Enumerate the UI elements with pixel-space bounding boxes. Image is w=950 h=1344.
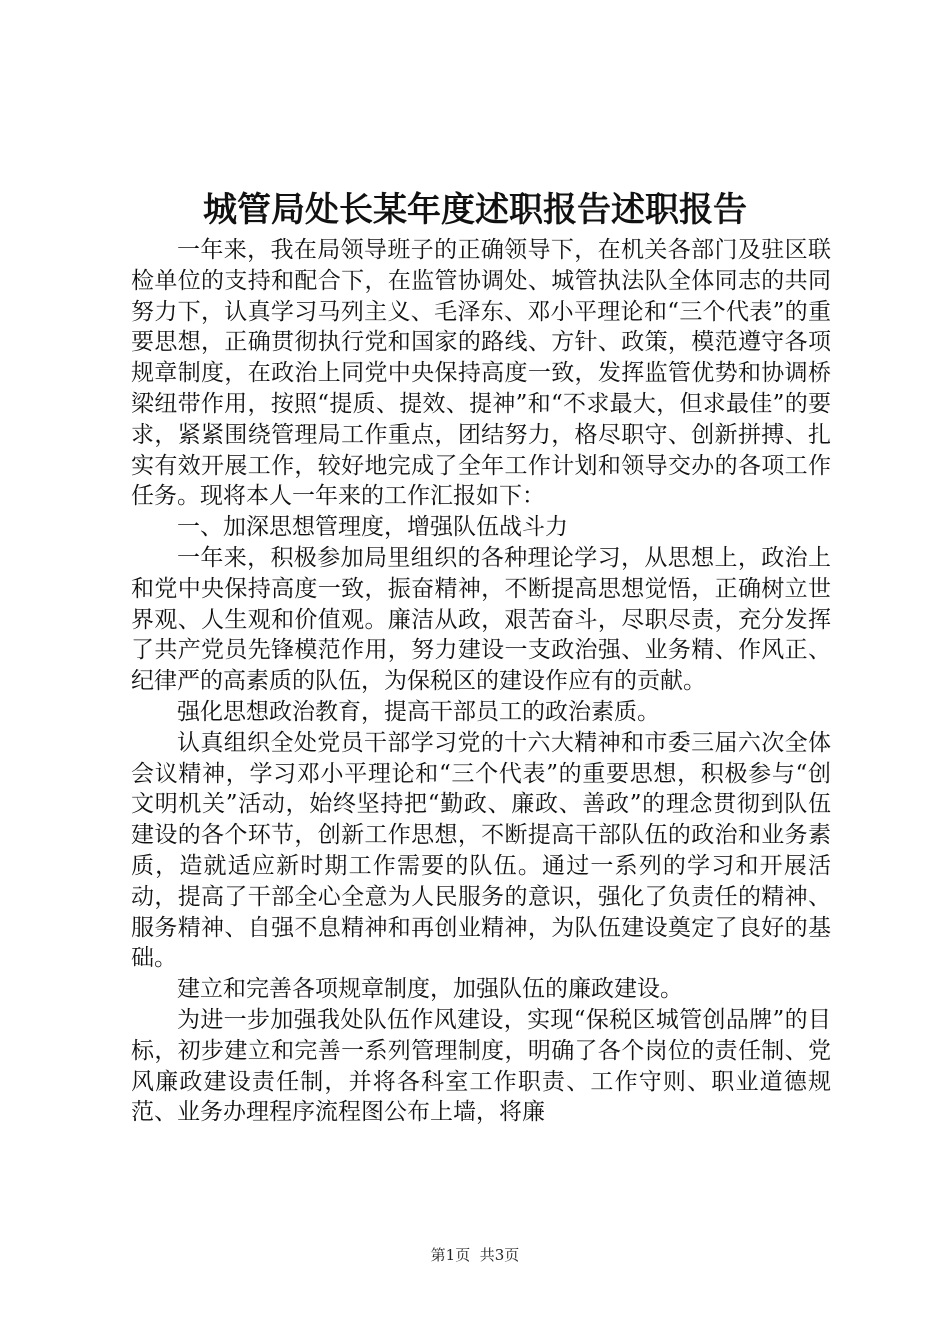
- subheading-political-education: 强化思想政治教育，提高干部员工的政治素质。: [177, 698, 660, 725]
- page-footer: [0, 1245, 950, 1265]
- document-title: 城管局处长某年度述职报告述职报告: [203, 190, 747, 230]
- paragraph-intro: 一年来，我在局领导班子的正确领导下，在机关各部门及驻区联检单位的支持和配合下，在监管协调处、城管执法队全体同志的共同努力下，认真学习马列主义、毛泽东、邓小平理论和“三个代表”的重要思想，正确贯彻执行党和国家的路线、方针、政策，模范遵守各项规章制度，在政治上同党中央保持高度一致，发挥监管优势和协调桥梁纽带作用，按照“提质、提效、提神”和“不求最大，但求最佳”的要求，紧紧围绕管理局工作重点，团结努力，格尽职守、创新拼搏、扎实有效开展工作，较好地完成了全年工作计划和领导交办的各项工作任务。现将本人一年来的工作汇报如下：: [131, 237, 831, 510]
- document-body: [131, 235, 831, 1128]
- section-heading-1: 一、加深思想管理度，增强队伍战斗力: [177, 514, 568, 541]
- paragraph-regulations: 为进一步加强我处队伍作风建设，实现“保税区城管创品牌”的目标，初步建立和完善一系列管理制度，明确了各个岗位的责任制、党风廉政建设责任制，并将各科室工作职责、工作守则、职业道德规范、业务办理程序流程图公布上墙，将廉: [131, 1006, 831, 1126]
- paragraph-section-1: 一年来，积极参加局里组织的各种理论学习，从思想上，政治上和党中央保持高度一致，振奋精神，不断提高思想觉悟，正确树立世界观、人生观和价值观。廉洁从政，艰苦奋斗，尽职尽责，充分发挥了共产党员先锋模范作用，努力建设一支政治强、业务精、作风正、纪律严的高素质的队伍，为保税区的建设作应有的贡献。: [131, 544, 831, 695]
- paragraph-political-education: 认真组织全处党员干部学习党的十六大精神和市委三届六次全体会议精神，学习邓小平理论和“三个代表”的重要思想，积极参与“创文明机关”活动，始终坚持把“勤政、廉政、善政”的理念贯彻到队伍建设的各个环节，创新工作思想，不断提高干部队伍的政治和业务素质，造就适应新时期工作需要的队伍。通过一系列的学习和开展活动，提高了干部全心全意为人民服务的意识，强化了负责任的精神、服务精神、自强不息精神和再创业精神，为队伍建设奠定了良好的基础。: [131, 729, 831, 972]
- page-total: 共3页: [479, 1246, 520, 1264]
- subheading-regulations: 建立和完善各项规章制度，加强队伍的廉政建设。: [177, 976, 683, 1003]
- page-number: 第1页: [430, 1246, 471, 1264]
